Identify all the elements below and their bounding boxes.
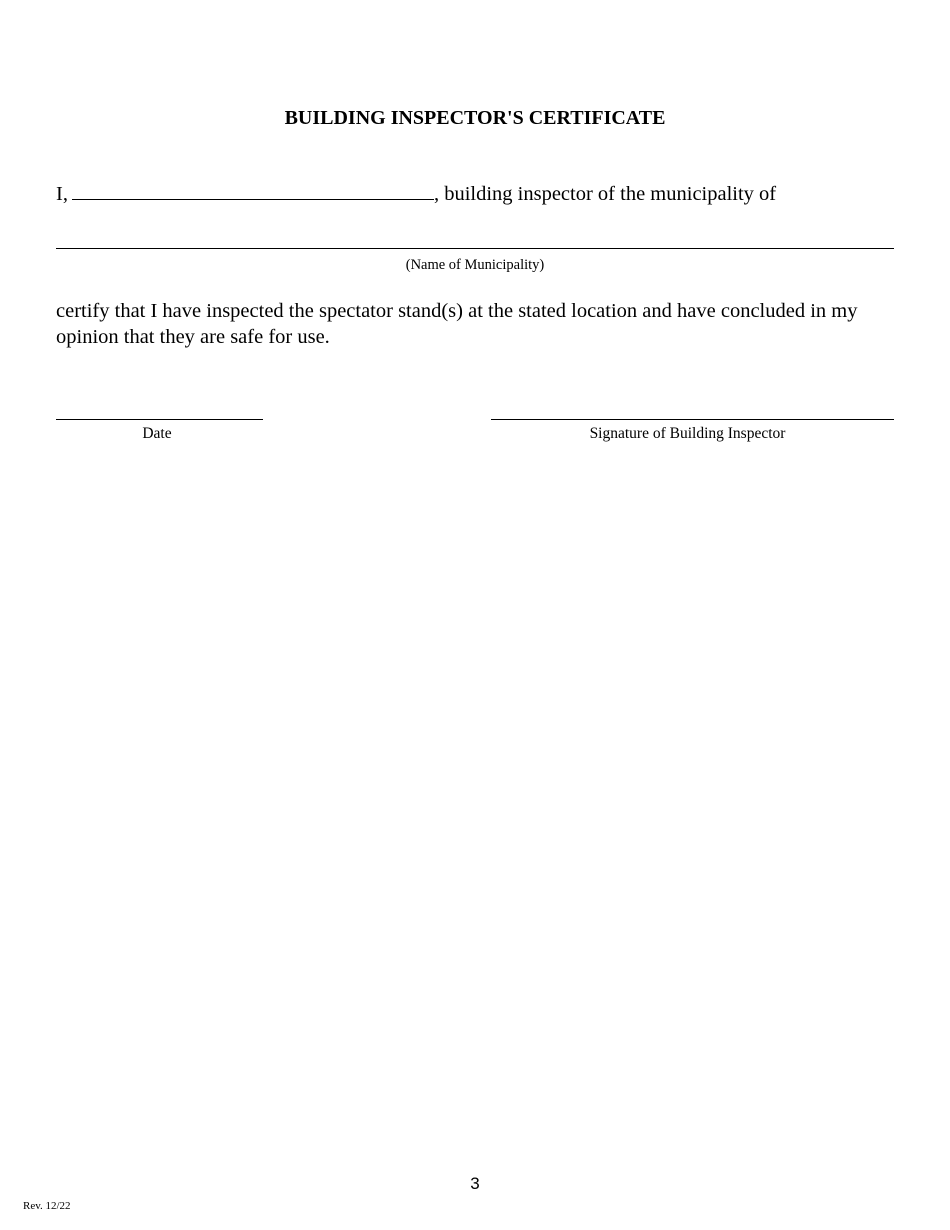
inspector-name-blank[interactable]: [72, 198, 434, 200]
municipality-caption: (Name of Municipality): [405, 257, 545, 273]
inspector-name-line: [56, 182, 776, 206]
date-blank[interactable]: [56, 419, 263, 420]
line1-suffix: , building inspector of the municipality of: [433, 183, 777, 205]
certificate-title: BUILDING INSPECTOR'S CERTIFICATE: [284, 107, 666, 129]
revision-label: Rev. 12/22: [23, 1200, 71, 1212]
certification-paragraph: certify that I have inspected the spectator stand(s) at the stated location and have concluded in my opinion that they are safe for use.: [56, 300, 858, 348]
municipality-name-blank[interactable]: [56, 248, 894, 249]
line1-prefix: I,: [56, 183, 68, 205]
date-caption: Date: [142, 425, 172, 442]
page-number: 3: [470, 1174, 480, 1193]
signature-blank[interactable]: [491, 419, 894, 420]
signature-caption: Signature of Building Inspector: [589, 425, 786, 442]
